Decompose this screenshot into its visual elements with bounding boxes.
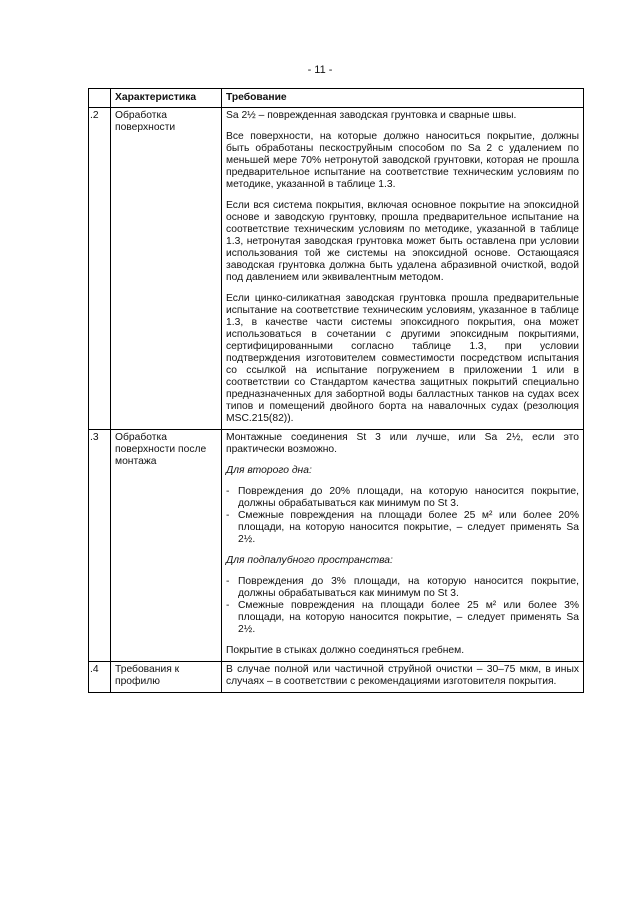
header-number — [89, 89, 111, 108]
row-number: .4 — [89, 662, 111, 693]
row-number: .3 — [89, 430, 111, 662]
requirement-paragraph: Если цинко-силикатная заводская грунтовка прошла предварительные испытание на соответствие техническим условиям, указанное в таблице 1.3, в качестве части системы эпоксидного покрытия, она может использоваться в сочетании с другими эпоксидным покрытиями, сертифицированными согласно таблице 1.3, при условии подтверждения изготовителем совместимости посредством испытания со ссылкой на испытание погружением в приложении 1 или в соответствии со Стандартом качества защитных покрытий специально предназначенных для забортной воды балластных танков на судах всех типов и помещений двойного борта на навалочных судах (резолюция MSC.215(82)). — [226, 293, 579, 424]
table-row — [89, 662, 584, 693]
table-row — [89, 430, 584, 662]
header-characteristic: Характеристика — [111, 89, 222, 108]
row-number: .2 — [89, 108, 111, 430]
row-characteristic: Требования к профилю — [111, 662, 222, 693]
requirement-paragraph: Если вся система покрытия, включая основное покрытие на эпоксидной основе и заводскую грунтовку, прошла предварительное испытание на соответствие техническим условиям по методике, указанной в таблице 1.3, нетронутая заводская грунтовка может быть оставлена при условии использования той же системы на эпоксидной основе. Остающаяся заводская грунтовка должна быть удалена абразивной очисткой, водой под давлением или эквивалентным методом. — [226, 200, 579, 283]
row-requirement — [222, 662, 584, 693]
row-characteristic: Обработка поверхности после монтажа — [111, 430, 222, 662]
header-requirement: Требование — [222, 89, 584, 108]
list-item: - Повреждения до 20% площади, на которую наносится покрытие, должны обрабатываться как минимум по St 3. — [226, 486, 579, 510]
page-number: - 11 - — [307, 64, 333, 76]
requirement-paragraph: Монтажные соединения St 3 или лучше, или Sa 2½, если это практически возможно. — [226, 432, 579, 455]
row-requirement — [222, 108, 584, 430]
subsection-title: Для подпалубного пространства: — [226, 555, 393, 566]
row-requirement — [222, 430, 584, 662]
subsection-title: Для второго дна: — [226, 465, 312, 476]
requirement-paragraph: Все поверхности, на которые должно наноситься покрытие, должны быть обработаны пескоструйным способом по Sa 2 с удалением по меньшей мере 70% нетронутой заводской грунтовки, которая не прошла предварительное испытание на соответствие техническим условиям по методике, указанной в таблице 1.3. — [226, 131, 579, 190]
list-item: - Смежные повреждения на площади более 25 м² или более 3% площади, на которую наносится покрытие, – следует применять Sa 2½. — [226, 600, 579, 636]
dash-list — [226, 486, 579, 546]
list-item: - Смежные повреждения на площади более 25 м² или более 20% площади, на которую наносится покрытие, – следует применять Sa 2½. — [226, 510, 579, 546]
table-row — [89, 108, 584, 430]
requirement-paragraph: Sa 2½ – поврежденная заводская грунтовка и сварные швы. — [226, 110, 517, 121]
row-characteristic: Обработка поверхности — [111, 108, 222, 430]
table-header-row — [89, 89, 584, 108]
requirements-table — [88, 88, 584, 693]
dash-list — [226, 576, 579, 636]
requirement-paragraph: Покрытие в стыках должно соединяться гребнем. — [226, 645, 465, 656]
requirement-paragraph: В случае полной или частичной струйной очистки – 30–75 мкм, в иных случаях – в соответствии с рекомендациями изготовителя покрытия. — [226, 664, 579, 687]
list-item: - Повреждения до 3% площади, на которую наносится покрытие, должны обрабатываться как минимум по St 3. — [226, 576, 579, 600]
